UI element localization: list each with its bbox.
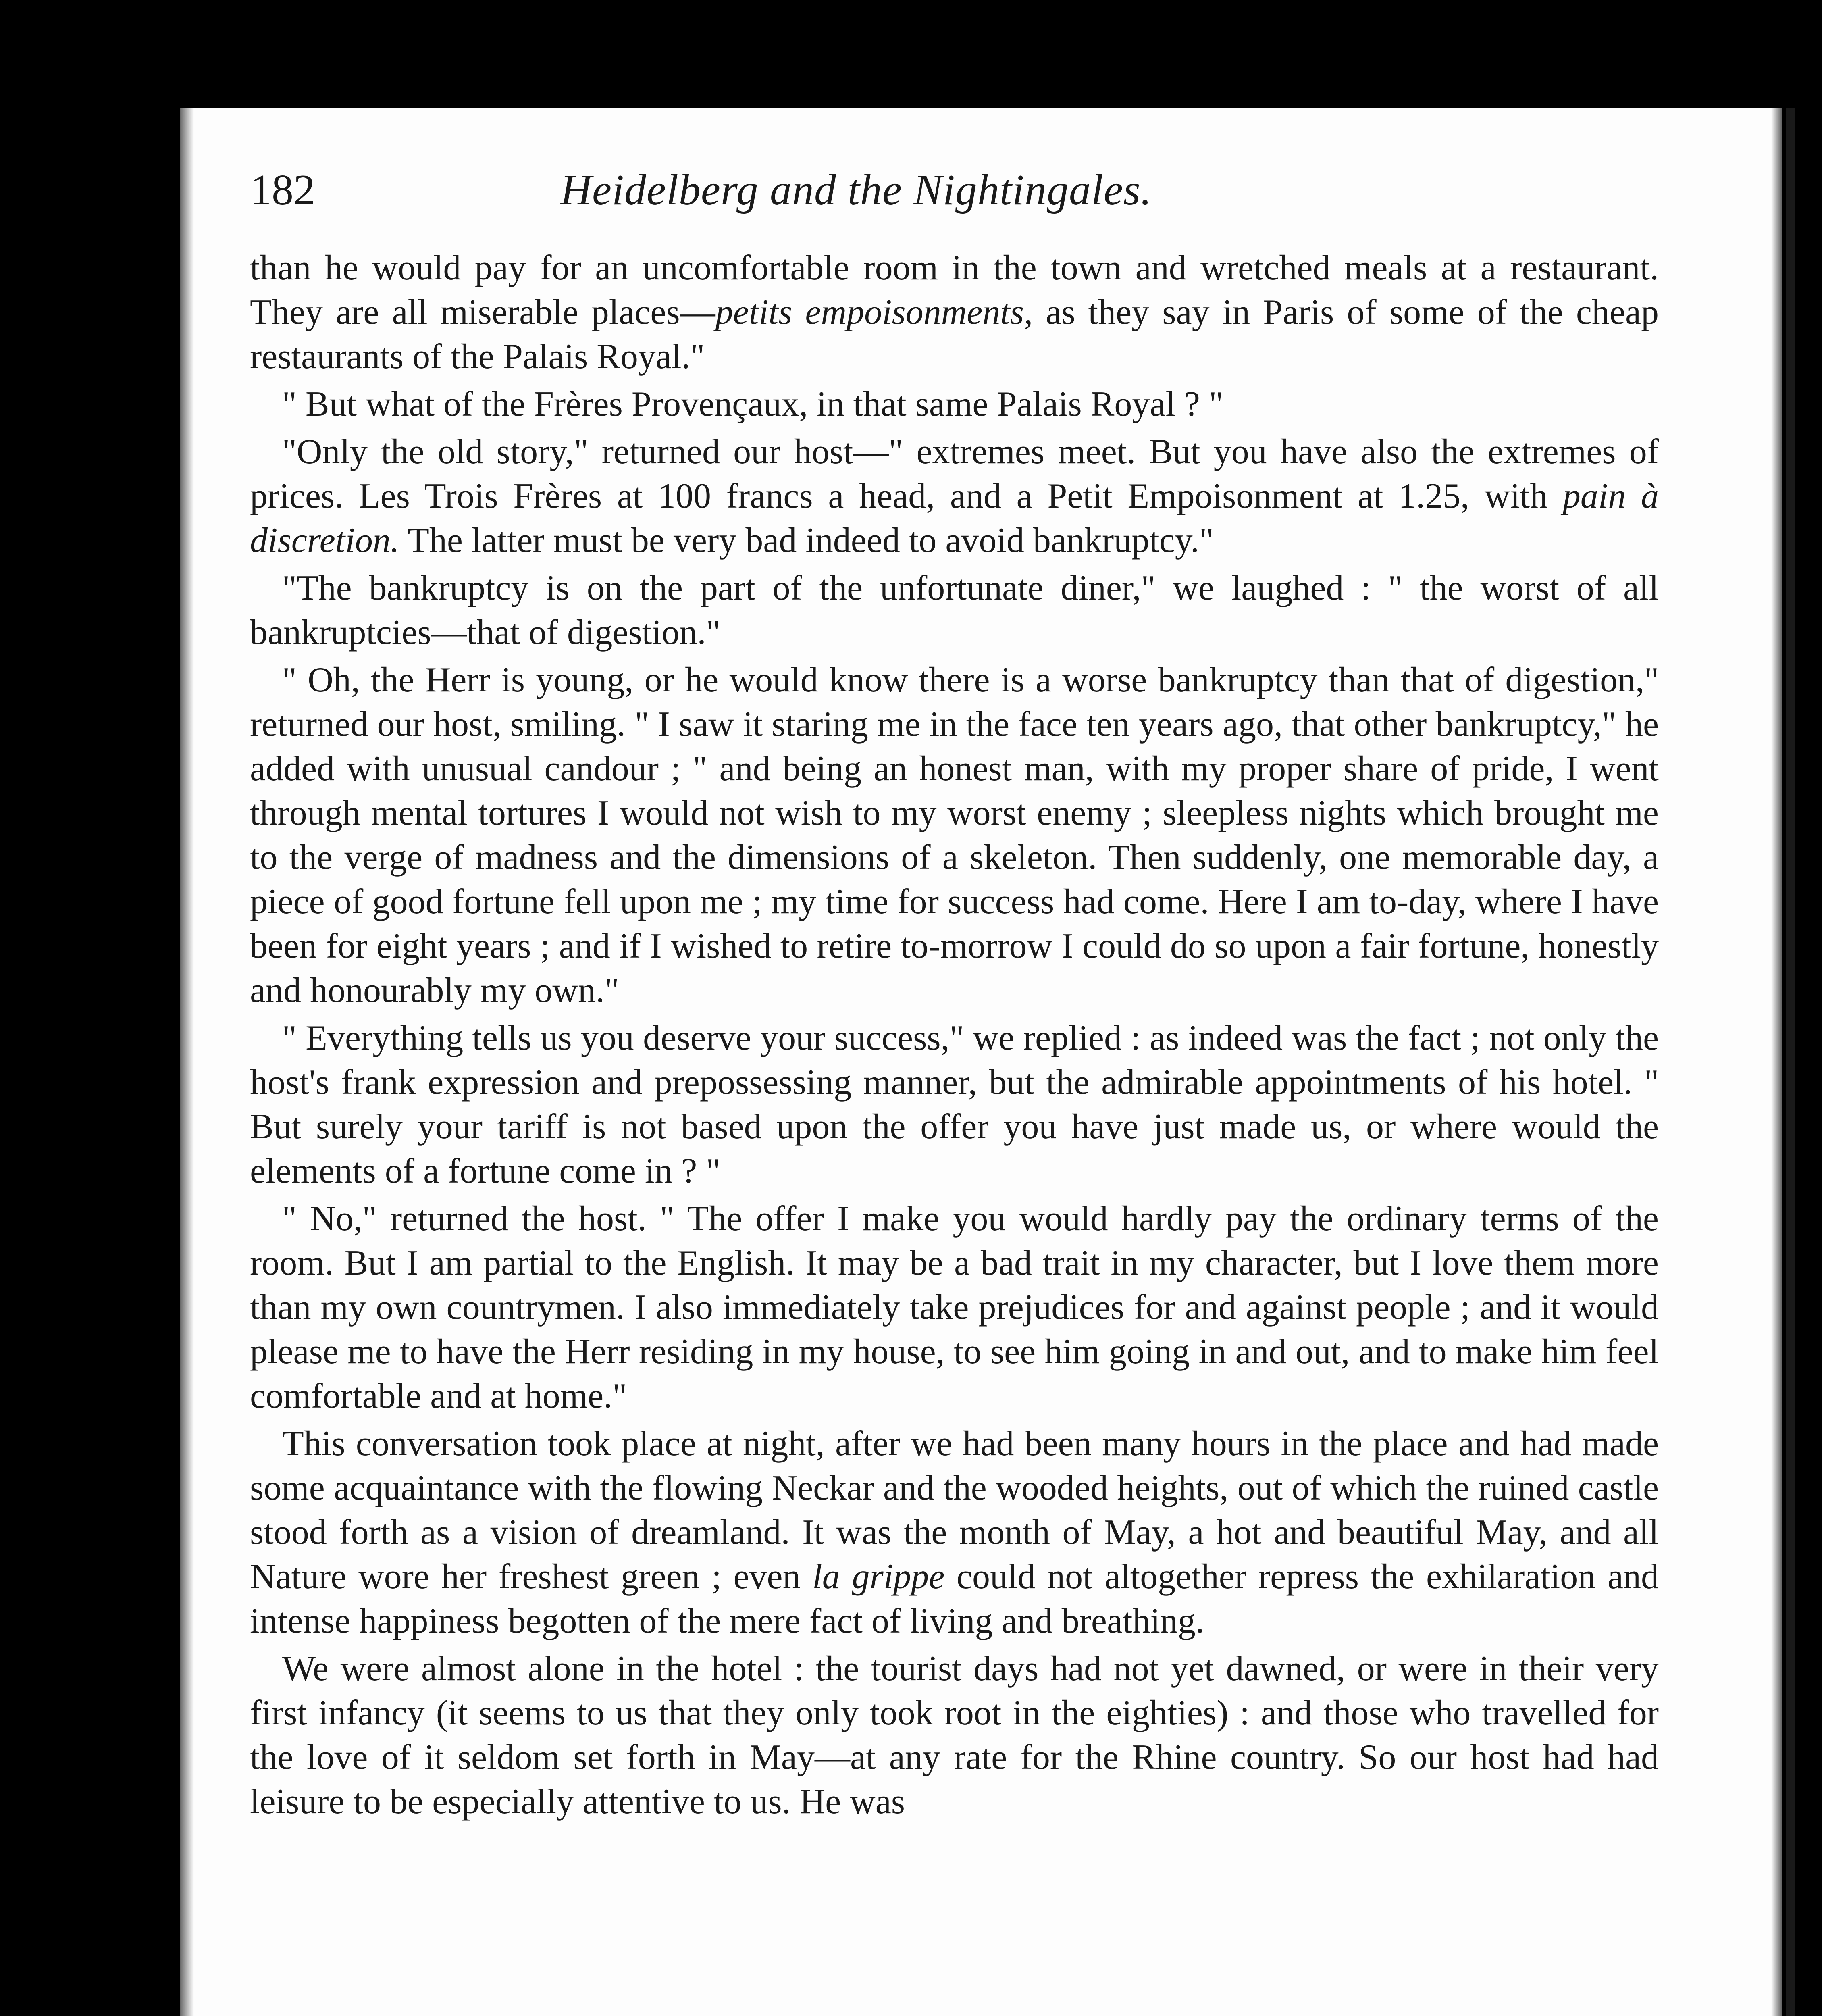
text-run: The latter must be very bad indeed to avoid bankruptcy." xyxy=(399,521,1214,560)
paragraph xyxy=(250,658,1659,1013)
paragraph xyxy=(250,430,1659,563)
paragraph xyxy=(250,1647,1659,1824)
text-run: " But what of the Frères Provençaux, in that same Palais Royal ? " xyxy=(282,385,1223,424)
text-run: " Oh, the Herr is young, or he would know there is a worse bankruptcy than that of digestion," returned our host, smiling. " I saw it staring me in the face ten years ago, that other bankruptcy," he added with unusual candour ; " and being an honest man, with my proper share of pride, I went through mental tortures I would not wish to my worst enemy ; sleepless nights which brought me to the verge of madness and the dimensions of a skeleton. Then suddenly, one memorable day, a piece of good fortune fell upon me ; my time for success had come. Here I am to-day, where I have been for eight years ; and if I wished to retire to-morrow I could do so upon a fair fortune, honestly and honourably my own." xyxy=(250,660,1659,1010)
text-run: " Everything tells us you deserve your success," we replied : as indeed was the fact ; not only the host's frank expression and prepossessing manner, but the admirable appointments of his hotel. " But surely your tariff is not based upon the offer you have just made us, or where would the elements of a fortune come in ? " xyxy=(250,1018,1659,1191)
paragraph xyxy=(250,382,1659,427)
paragraph xyxy=(250,566,1659,655)
running-header xyxy=(250,161,1657,222)
page-gutter-shadow xyxy=(180,108,194,2016)
text-run: than he would pay for an uncomfortable room in the town and wretched meals at a restaurant. They are all miserable places— xyxy=(250,248,1659,332)
italic-phrase: la grippe xyxy=(812,1557,945,1596)
paragraph xyxy=(250,1016,1659,1193)
page-number: 182 xyxy=(250,166,315,214)
text-run: "Only the old story," returned our host—" extremes meet. But you have also the extremes of prices. Les Trois Frères at 100 francs a head, and a Petit Empoisonment at 1.25, with xyxy=(250,432,1659,516)
paragraph xyxy=(250,1422,1659,1643)
running-title: Heidelberg and the Nightingales. xyxy=(560,166,1152,214)
book-spine-edge xyxy=(1786,108,1795,2016)
text-run: "The bankruptcy is on the part of the unfortunate diner," we laughed : " the worst of all bankruptcies—that of digestion." xyxy=(250,569,1659,652)
text-run: This conversation took place at night, after we had been many hours in the place and had made some acquaintance with the flowing Neckar and the wooded heights, out of which the ruined castle stood forth as a vision of dreamland. It was the month of May, a hot and beautiful May, and all Nature wore her freshest green ; even xyxy=(250,1424,1659,1596)
italic-phrase: pain à discretion. xyxy=(250,477,1659,560)
text-run: " No," returned the host. " The offer I make you would hardly pay the ordinary terms of the room. But I am partial to the English. It may be a bad trait in my character, but I love them more than my own countrymen. I also immediately take prejudices for and against people ; and it would please me to have the Herr residing in my house, to see him going in and out, and to make him feel comfortable and at home." xyxy=(250,1199,1659,1416)
italic-phrase: petits empoisonments, xyxy=(715,293,1033,332)
text-run: We were almost alone in the hotel : the tourist days had not yet dawned, or were in their very first infancy (it seems to us that they only took root in the eighties) : and those who travelled for the love of it seldom set forth in May—at any rate for the Rhine country. So our host had had leisure to be especially attentive to us. He was xyxy=(250,1649,1659,1821)
paragraph xyxy=(250,1197,1659,1418)
page-outer-shadow xyxy=(1771,108,1782,2016)
paragraph xyxy=(250,246,1659,379)
text-run: as they say in Paris of some of the cheap restaurants of the Palais Royal." xyxy=(250,293,1659,376)
text-run: could not altogether repress the exhilaration and intense happiness begotten of the mere fact of living and breathing. xyxy=(250,1557,1659,1641)
body-text xyxy=(250,246,1659,1824)
